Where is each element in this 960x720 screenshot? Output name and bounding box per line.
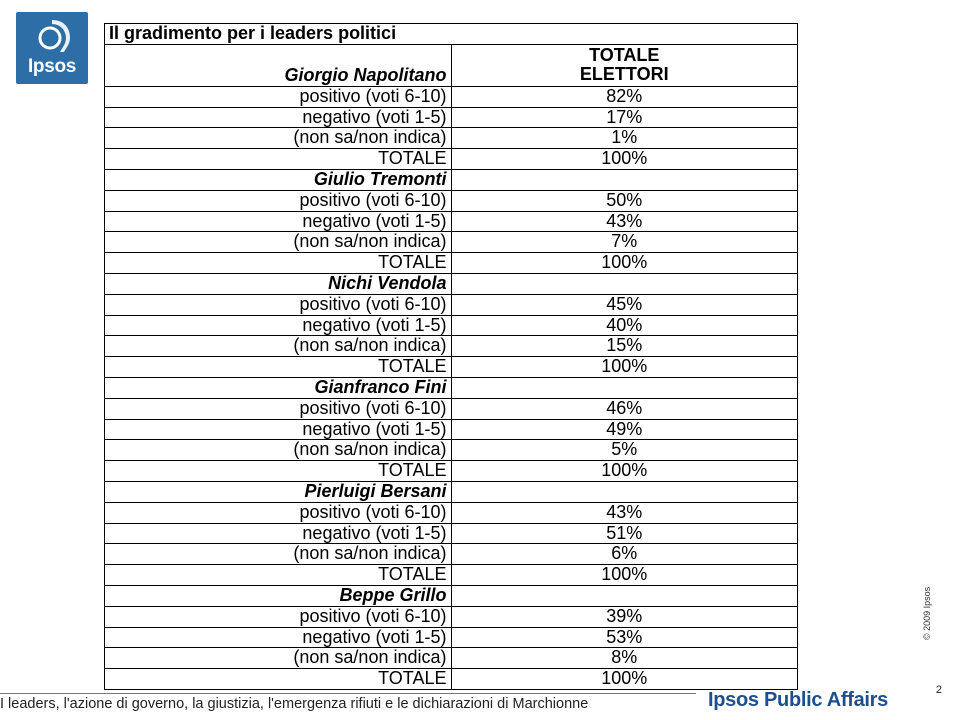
row-value: 100% [451,669,798,690]
row-label: positivo (voti 6-10) [105,190,452,211]
row-label: negativo (voti 1-5) [105,107,452,128]
row-value: 43% [451,502,798,523]
table-row [105,128,798,149]
table-row [105,523,798,544]
row-value: 40% [451,315,798,336]
row-label: (non sa/non indica) [105,648,452,669]
row-value: 17% [451,107,798,128]
row-label: (non sa/non indica) [105,232,452,253]
row-label: positivo (voti 6-10) [105,294,452,315]
empty-cell [451,377,798,398]
row-label: negativo (voti 1-5) [105,211,452,232]
row-value: 51% [451,523,798,544]
table-row [105,336,798,357]
header-row [105,44,798,86]
table-row [105,648,798,669]
row-label: negativo (voti 1-5) [105,419,452,440]
table-title: Il gradimento per i leaders politici [105,24,798,45]
leader-row [105,585,798,606]
row-label: (non sa/non indica) [105,128,452,149]
row-value: 100% [451,149,798,170]
row-label: TOTALE [105,669,452,690]
row-label: TOTALE [105,253,452,274]
table-row [105,190,798,211]
empty-cell [451,585,798,606]
table-row [105,669,798,690]
row-value: 8% [451,648,798,669]
ipsos-logo [16,12,88,84]
row-value: 50% [451,190,798,211]
row-value: 6% [451,544,798,565]
footer-divider [0,693,696,694]
row-value: 100% [451,253,798,274]
leader-row [105,481,798,502]
row-label: positivo (voti 6-10) [105,398,452,419]
table-row [105,253,798,274]
table-row [105,315,798,336]
logo-text: Ipsos [27,56,77,77]
leader-row [105,169,798,190]
leaders-approval-table [104,23,798,690]
table-title-row [105,24,798,45]
leader-name: Pierluigi Bersani [105,481,452,502]
row-value: 15% [451,336,798,357]
row-label: TOTALE [105,149,452,170]
row-label: TOTALE [105,565,452,586]
leader-name: Giulio Tremonti [105,169,452,190]
row-value: 5% [451,440,798,461]
row-label: (non sa/non indica) [105,544,452,565]
table-row [105,107,798,128]
row-label: TOTALE [105,357,452,378]
row-label: (non sa/non indica) [105,440,452,461]
empty-cell [451,273,798,294]
row-label: negativo (voti 1-5) [105,627,452,648]
page-number: 2 [935,684,942,696]
table-row [105,440,798,461]
row-value: 45% [451,294,798,315]
table-row [105,357,798,378]
row-value: 43% [451,211,798,232]
table-row [105,502,798,523]
empty-cell [451,169,798,190]
row-value: 100% [451,565,798,586]
leader-row [105,273,798,294]
table-row [105,461,798,482]
table-row [105,544,798,565]
brand-name: Ipsos Public Affairs [708,689,888,711]
row-value: 7% [451,232,798,253]
column-header-line-1: TOTALE [589,44,660,65]
leader-name: Nichi Vendola [105,273,452,294]
column-header-line-2: ELETTORI [579,64,669,85]
table-row [105,211,798,232]
table-row [105,232,798,253]
row-value: 49% [451,419,798,440]
leader-row [105,377,798,398]
row-value: 100% [451,461,798,482]
table-row [105,294,798,315]
empty-cell [451,481,798,502]
row-label: negativo (voti 1-5) [105,315,452,336]
copyright: © 2009 Ipsos [922,586,932,640]
leader-name: Beppe Grillo [105,585,452,606]
row-label: positivo (voti 6-10) [105,606,452,627]
table-row [105,86,798,107]
table-row [105,149,798,170]
table-row [105,606,798,627]
row-value: 53% [451,627,798,648]
row-label: (non sa/non indica) [105,336,452,357]
row-label: positivo (voti 6-10) [105,502,452,523]
row-label: positivo (voti 6-10) [105,86,452,107]
row-value: 82% [451,86,798,107]
row-value: 39% [451,606,798,627]
row-label: TOTALE [105,461,452,482]
leader-name: Gianfranco Fini [105,377,452,398]
footer-text: I leaders, l'azione di governo, la giustizia, l'emergenza rifiuti e le dichiarazioni di Marchionne [0,696,589,712]
row-label: negativo (voti 1-5) [105,523,452,544]
table-row [105,565,798,586]
table-row [105,627,798,648]
row-value: 100% [451,357,798,378]
row-value: 46% [451,398,798,419]
table-row [105,398,798,419]
column-header [451,44,798,86]
leader-name: Giorgio Napolitano [105,44,452,86]
table-row [105,419,798,440]
row-value: 1% [451,128,798,149]
